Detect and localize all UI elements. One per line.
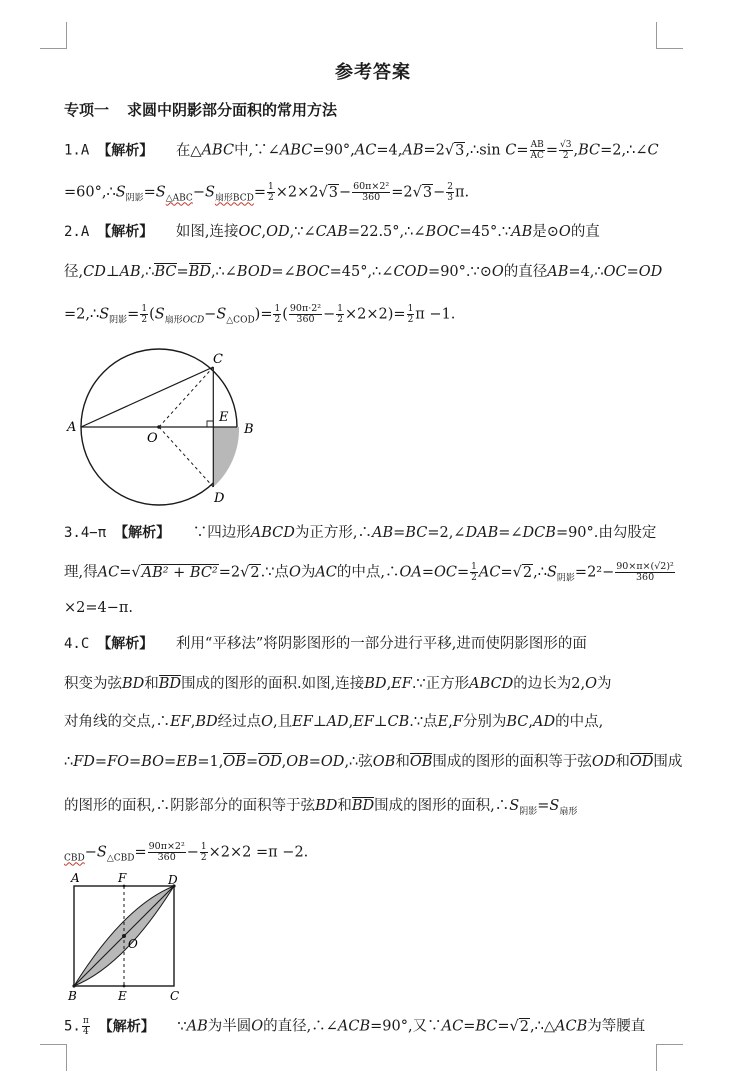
section-title (64, 99, 337, 120)
analysis-tag: 【解析】 (97, 636, 154, 652)
q1-line-1: 1.A 【解析】 在△ABC中,∵∠ABC=90°,AC=4,AB=2√3,∴sin C= $\frac{AB}{AC}$ = $\frac{√3}{2}$ ,BC=2,∴∠C (64, 140, 659, 161)
q4-line-1: 4.C 【解析】 利用“平移法”将阴影图形的一部分进行平移,进而使阴影图形的面 (64, 636, 587, 652)
crop-mark-top-left (40, 22, 67, 49)
label-O: O (147, 431, 158, 446)
q2-line-1: 2.A 【解析】 如图,连接OC,OD,∵∠CAB=22.5°,∴∠BOC=45°.∵AB是⊙O的直 (64, 224, 600, 240)
answer-number: 2.A (64, 224, 90, 240)
label-C: C (213, 352, 223, 367)
q4-line-4: ∴FD=FO=BO=EB=1,OB=OD,OB=OD,∴弦OB和OB围成的图形的面积等于弦OD和OD围成 (64, 754, 683, 770)
answer-number: 1.A (64, 142, 90, 159)
fraction: $\frac{AB}{AC}$ (530, 140, 544, 161)
label-E: E (118, 989, 127, 1003)
q2-line-3: $=2,\therefore S_{阴影}=$ $\frac{1}{2}$ $(S_{扇形OCD}-S_{\triangle COD})=$ $\frac{1}{2}$ ( $\frac{\text{90π·2²}}{360}$ − $\frac{1}{2}$ ×2×2)= $\frac{1}{2}$ π −1. (64, 303, 456, 326)
answer-number: 4.C (64, 636, 90, 652)
q4-line-5: 的图形的面积,∴阴影部分的面积等于弦BD和BD围成的图形的面积$,\therefore S_{阴影}=S_{扇形}$ (64, 798, 578, 817)
fraction: $\frac{√3}{2}$ (560, 140, 572, 161)
circle-figure (62, 345, 262, 510)
page-title: 参考答案 (335, 62, 411, 83)
crop-mark-bottom-left (40, 1044, 67, 1071)
q5-line-1: 5. $\frac{\pi}{4}$ 【解析】 ∵AB为半圆O的直径,∴∠ACB=90°,又∵AC=BC=√2,∴△ACB为等腰直 (64, 1016, 646, 1037)
label-D: D (168, 873, 178, 887)
q4-line-3: 对角线的交点,∴EF,BD经过点O,且EF⊥AD,EF⊥CB.∵点E,F分别为BC,AD的中点, (64, 714, 604, 730)
crop-mark-top-right (656, 22, 683, 49)
answer-number: 3.4−π (64, 525, 107, 541)
q2-line-2: 径,CD⊥AB,∴BC=BD,∴∠BOD=∠BOC=45°,∴∠COD=90°.∵⊙O的直径AB=4,∴OC=OD (64, 264, 663, 280)
square-figure (62, 872, 192, 1004)
label-A: A (67, 420, 77, 435)
section-heading: 求圆中阴影部分面积的常用方法 (127, 101, 338, 119)
analysis-tag: 【解析】 (114, 525, 171, 541)
label-C: C (170, 989, 180, 1003)
label-O: O (128, 937, 138, 951)
crop-mark-bottom-right (656, 1044, 683, 1071)
q1-line-2: $=60^\circ,\therefore S_{阴影}=S_{\triangle ABC}-S_{扇形BCD}=$ $\frac{1}{2}$ ×2×2√3− $\frac{\text{60π×2²}}{360}$ =2√3− $\frac{2}{3}$ π. (64, 181, 470, 204)
section-label: 专项一 (64, 101, 110, 119)
q4-line-2: 积变为弦BD和BD围成的图形的面积.如图,连接BD,EF.∵正方形ABCD的边长为2,O为 (64, 676, 612, 692)
q3-line-1: 3.4−π 【解析】 ∵四边形ABCD为正方形,∴AB=BC=2,∠DAB=∠DCB=90°.由勾股定 (64, 525, 657, 541)
label-A: A (71, 872, 80, 885)
label-E: E (219, 410, 229, 425)
analysis-tag: 【解析】 (98, 1018, 155, 1035)
answer-number: 5. (64, 1018, 81, 1035)
q3-line-3: ×2=4−π. (64, 600, 134, 616)
label-B: B (244, 422, 254, 437)
q3-line-2: 理,得AC=√AB² + BC²=2√2.∵点O为AC的中点,∴OA=OC= $\frac{1}{2}$ $AC=√2,\therefore S_{阴影}=2^2-$ $\frac{\text{90×π×(√2)²}}{360}$ (64, 561, 674, 584)
label-F: F (118, 872, 127, 885)
analysis-tag: 【解析】 (97, 142, 154, 159)
label-D: D (214, 491, 225, 506)
q4-line-6: $_{CBD}-S_{\triangle CBD}=$ $\frac{\text{90π×2²}}{360}$ − $\frac{1}{2}$ ×2×2 =π −2. (64, 841, 309, 864)
analysis-tag: 【解析】 (97, 224, 154, 240)
label-B: B (68, 989, 77, 1003)
